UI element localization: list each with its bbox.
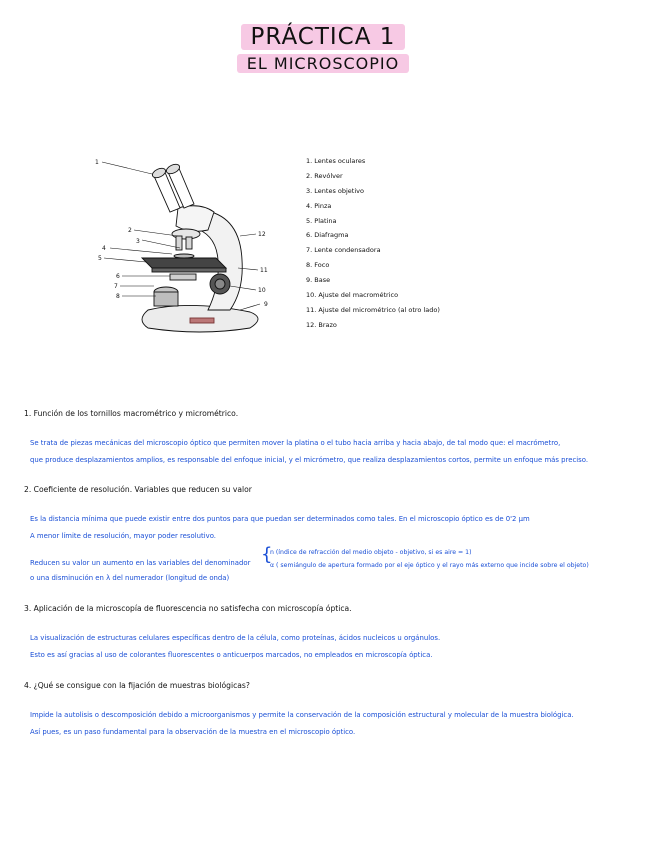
diagram-number: 2 [128, 227, 132, 234]
diagram-number: 5 [98, 255, 102, 262]
diagram-number: 12 [258, 231, 266, 238]
variable-n: n (índice de refracción del medio objeto - objetivo, si es aire = 1) [270, 549, 472, 556]
variable-alpha: α ( semiángulo de apertura formado por el eje óptico y el rayo más externo que incide sobre el objeto) [270, 562, 589, 569]
answer-2-line: Es la distancia mínima que puede existir entre dos puntos para que puedan ser determinados como tales. En el microscopio óptico es de 0'2 µm [30, 515, 530, 523]
diagram-number: 3 [136, 238, 140, 245]
question-2-title: 2. Coeficiente de resolución. Variables que reducen su valor [24, 485, 252, 494]
microscope-drawing [90, 150, 285, 340]
subtitle-text: EL MICROSCOPIO [237, 54, 409, 73]
diagram-number: 7 [114, 283, 118, 290]
diagram-number: 4 [102, 245, 106, 252]
legend-item: 1. Lentes oculares [306, 157, 366, 165]
diagram-number: 11 [260, 267, 268, 274]
diagram-number: 8 [116, 293, 120, 300]
legend-item: 12. Brazo [306, 320, 337, 329]
diagram-number: 9 [264, 301, 268, 308]
legend-item: 4. Pinza [306, 201, 332, 210]
answer-2-line: A menor límite de resolución, mayor poder resolutivo. [30, 532, 216, 540]
question-3-title: 3. Aplicación de la microscopía de fluorescencia no satisfecha con microscopía óptica. [24, 604, 352, 613]
title-text: PRÁCTICA 1 [241, 24, 406, 50]
legend-item: 2. Revólver [306, 171, 343, 180]
answer-1-line: que produce desplazamientos amplios, es responsable del enfoque inicial, y el micrómetro, que realiza desplazamientos cortos, permite un enfoque más preciso. [30, 456, 589, 464]
legend-item: 5. Platina [306, 216, 337, 225]
parts-legend [306, 154, 440, 333]
answer-3-line: La visualización de estructuras celulares específicas dentro de la célula, como proteínas, ácidos nucleicos u orgánulos. [30, 634, 441, 642]
legend-item: 8. Foco [306, 261, 330, 270]
answer-2-reduce: Reducen su valor un aumento en las variables del denominador [30, 559, 251, 567]
answer-2-reduce: o una disminución en λ del numerador (longitud de onda) [30, 574, 230, 582]
legend-item: 3. Lentes objetivo [306, 186, 364, 195]
answer-4-line: Impide la autolisis o descomposición debido a microorganismos y permite la conservación de la composición estructural y molecular de la muestra biológica. [30, 711, 574, 719]
page-title [0, 24, 646, 50]
legend-item: 11. Ajuste del micrométrico (al otro lado) [306, 305, 440, 314]
answer-3-line: Esto es así gracias al uso de colorantes fluorescentes o anticuerpos marcados, no empleados en microscopía óptica. [30, 651, 433, 659]
legend-item: 10. Ajuste del macrométrico [306, 291, 399, 300]
diagram-number: 6 [116, 273, 120, 280]
page-subtitle [0, 54, 646, 73]
question-1-title: 1. Función de los tornillos macrométrico y micrométrico. [24, 409, 239, 418]
answer-4-line: Así pues, es un paso fundamental para la observación de la muestra en el microscopio óptico. [30, 728, 356, 736]
legend-item: 7. Lente condensadora [306, 246, 381, 255]
legend-item: 6. Diafragma [306, 231, 349, 240]
question-4-title: 4. ¿Qué se consigue con la fijación de muestras biológicas? [24, 681, 250, 690]
diagram-number: 10 [258, 287, 266, 294]
diagram-number: 1 [95, 159, 99, 166]
answer-1-line: Se trata de piezas mecánicas del microscopio óptico que permiten mover la platina o el tubo hacia arriba y hacia abajo, de tal modo que: el macrómetro, [30, 439, 561, 447]
legend-item: 9. Base [306, 276, 331, 285]
brace-symbol: { [261, 544, 273, 565]
